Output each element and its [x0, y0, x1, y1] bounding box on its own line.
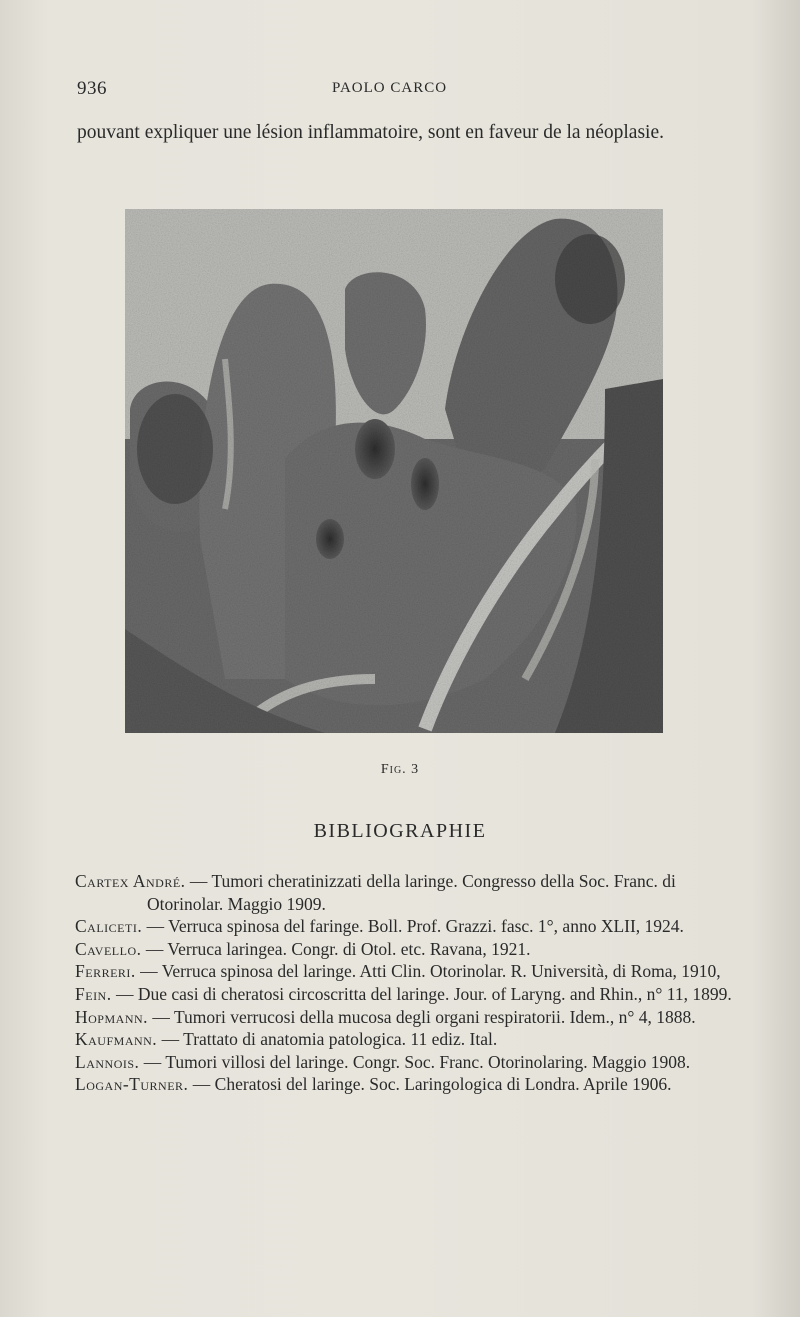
running-head: PAOLO CARCO	[332, 80, 448, 96]
entry-text: — Tumori verrucosi della mucosa degli organi respiratorii. Idem., n° 4, 1888.	[148, 1006, 696, 1027]
entry-author: Cavello.	[75, 938, 142, 959]
entry-author: Hopmann.	[75, 1006, 149, 1027]
entry-text: — Tumori cheratinizzati della laringe. Congresso della Soc. Franc. di Otorinolar. Maggio 1909.	[147, 871, 676, 914]
entry-author: Kaufmann.	[75, 1029, 158, 1050]
bibliography-entry	[75, 960, 735, 983]
entry-author: Caliceti.	[75, 916, 143, 937]
entry-text: — Verruca spinosa del laringe. Atti Clin. Otorinolar. R. Università, di Roma, 1910,	[135, 961, 721, 982]
bibliography-entry	[75, 938, 735, 961]
histology-micrograph	[125, 209, 663, 733]
bibliography-entry	[75, 1073, 735, 1096]
bibliography-entry	[75, 870, 735, 915]
bibliography-entry	[75, 983, 735, 1006]
intro-paragraph: pouvant expliquer une lésion inflammatoire, sont en faveur de la néoplasie.	[77, 122, 664, 143]
bibliography-list	[75, 870, 735, 1096]
page-number: 936	[77, 78, 107, 99]
entry-text: — Due casi di cheratosi circoscritta del laringe. Jour. of Laryng. and Rhin., n° 11, 1899.	[111, 983, 732, 1004]
entry-author: Fein.	[75, 983, 112, 1004]
entry-author: Logan-Turner.	[75, 1074, 189, 1095]
bibliography-title: BIBLIOGRAPHIE	[313, 820, 487, 842]
bibliography-entry	[75, 1006, 735, 1029]
figure-caption: Fig. 3	[380, 762, 420, 777]
page-header	[0, 78, 800, 102]
bibliography-entry	[75, 1051, 735, 1074]
entry-text: — Verruca spinosa del faringe. Boll. Prof. Grazzi. fasc. 1°, anno XLII, 1924.	[142, 916, 684, 937]
entry-text: — Trattato di anatomia patologica. 11 ediz. Ital.	[157, 1029, 498, 1050]
bibliography-entry	[75, 1028, 735, 1051]
bibliography-entry	[75, 915, 735, 938]
histology-figure	[125, 209, 663, 733]
entry-text: — Cheratosi del laringe. Soc. Laringologica di Londra. Aprile 1906.	[188, 1074, 672, 1095]
entry-author: Ferreri.	[75, 961, 136, 982]
entry-author: Lannois.	[75, 1051, 140, 1072]
entry-author: Cartex André.	[75, 871, 186, 891]
entry-text: — Verruca laringea. Congr. di Otol. etc. Ravana, 1921.	[141, 938, 531, 959]
entry-text: — Tumori villosi del laringe. Congr. Soc. Franc. Otorinolaring. Maggio 1908.	[139, 1051, 691, 1072]
